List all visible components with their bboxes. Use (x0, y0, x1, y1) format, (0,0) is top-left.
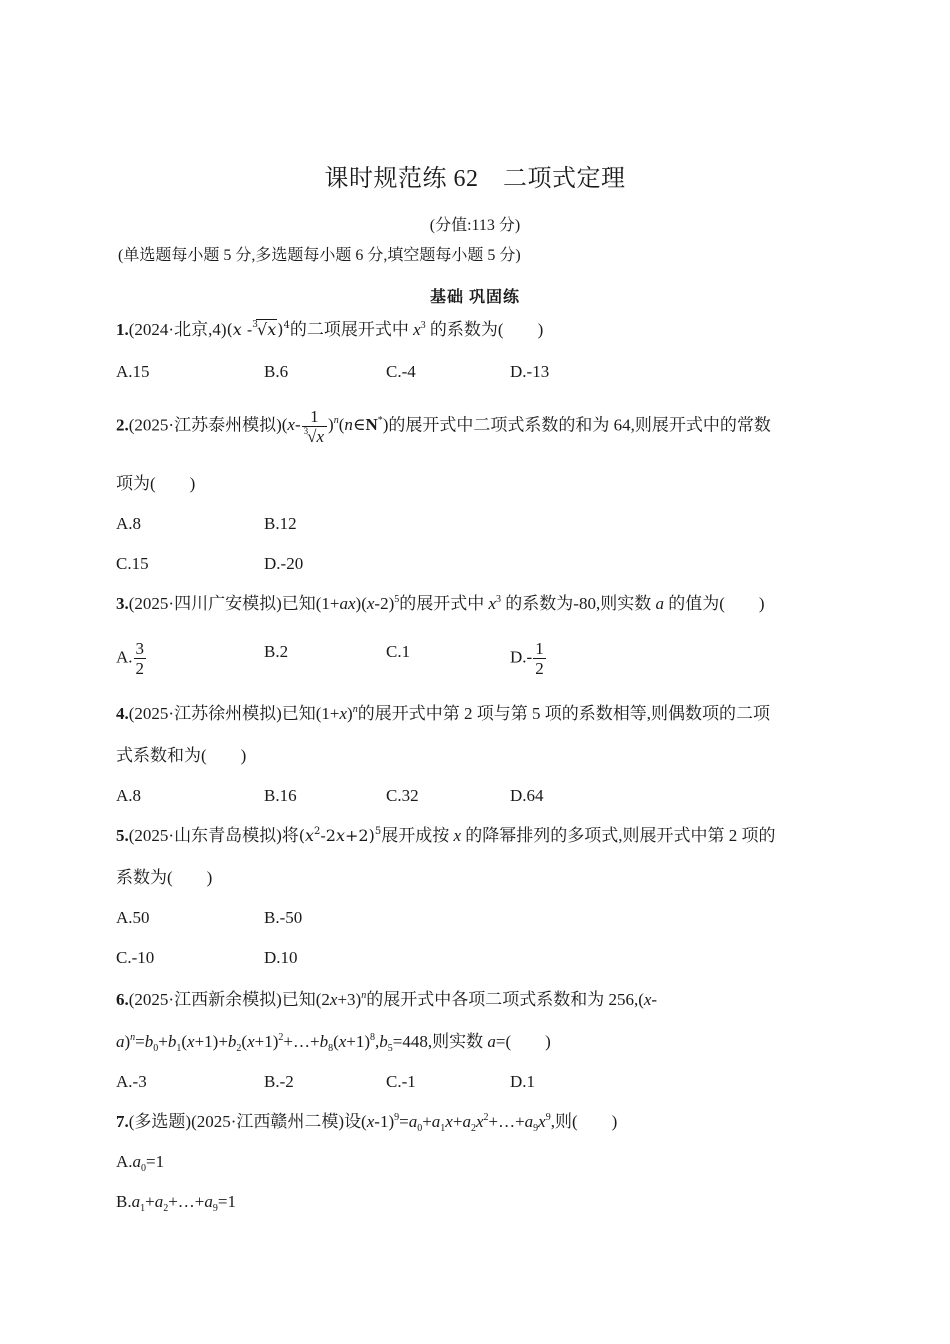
question-4: 4.(2025·江苏徐州模拟)已知$(1+x)^n$的展开式中第 2 项与第 5 项的系数相等,则偶数项的二项 (116, 704, 770, 723)
option-d[interactable]: D.64 (510, 786, 544, 805)
formula: (x- $\frac{1}{^3√x}$ )$^n$(n∈N*) (281, 407, 389, 446)
score-note: (分值:113 分) (429, 217, 521, 234)
question-source: (2025·山东青岛模拟) (128, 826, 282, 845)
question-source: (2025·江西赣州二模) (191, 1112, 345, 1131)
question-number: 5. (116, 826, 129, 845)
question-5-line-2: 系数为( ) (116, 868, 213, 887)
question-number: 6. (116, 990, 129, 1009)
question-number: 1. (116, 320, 129, 339)
option-a[interactable]: A.8 (116, 514, 142, 533)
formula: $(x^2-2x+2)^5$ (298, 826, 382, 845)
question-source: (2025·江西新余模拟) (128, 990, 282, 1009)
question-6: 6.(2025·江西新余模拟)已知$(2x+3)^n$的展开式中各项二项式系数和为 256,(x- (116, 990, 658, 1009)
question-source: (2024·北京,4) (128, 320, 227, 339)
question-source: (2025·江苏泰州模拟) (128, 415, 282, 435)
question-1: 1.(2024·北京,4)(x -$^3$√x)$^4$的二项展开式中 $x^3$ 的系数为( ) (116, 320, 544, 339)
option-d[interactable]: D.10 (264, 948, 298, 967)
option-b[interactable]: B.6 (264, 362, 289, 381)
question-2-line-2: 项为( ) (116, 474, 196, 493)
option-b[interactable]: B.2 (264, 642, 289, 661)
option-d[interactable]: D.-20 (264, 554, 304, 573)
option-b[interactable]: B.16 (264, 786, 297, 805)
formula: (x -$^3$√x)$^4$ (226, 320, 290, 339)
question-number: 4. (116, 704, 129, 723)
question-tag: (多选题) (128, 1112, 192, 1131)
option-d[interactable]: D.- $\frac{1}{2}$ (510, 639, 544, 678)
option-b[interactable]: B.-50 (264, 908, 303, 927)
question-source: (2025·四川广安模拟) (128, 594, 282, 613)
option-b[interactable]: B.-2 (264, 1072, 294, 1091)
option-a[interactable]: A. $\frac{3}{2}$ (116, 639, 145, 678)
option-a[interactable]: A.50 (116, 908, 150, 927)
question-5: 5.(2025·山东青岛模拟)将$(x^2-2x+2)^5$展开成按 x 的降幂排列的多项式,则展开式中第 2 项的 (116, 826, 776, 845)
fraction: $\frac{1}{2}$ (535, 639, 544, 678)
fraction: $\frac{3}{2}$ (135, 639, 145, 678)
option-a[interactable]: $A.a_0=1$ (116, 1152, 165, 1174)
option-c[interactable]: C.-4 (386, 362, 416, 381)
page-title: 课时规范练 62 二项式定理 (324, 166, 626, 192)
question-number: 2. (116, 415, 129, 435)
question-7: 7.(多选题)(2025·江西赣州二模)设$(x-1)^9=a_0+a_1x+a_2x^2+\dots+a_9x^9$,则( ) (116, 1112, 618, 1134)
question-6-line-2: $a)^n=b_0+b_1(x+1)+b_2(x+1)^2+\dots+b_8(x+1)^8,b_5=448$,则实数 a=( ) (116, 1032, 551, 1054)
section-heading: 基础 巩固练 (429, 289, 520, 306)
question-number: 7. (116, 1112, 129, 1131)
option-b[interactable]: B.12 (264, 514, 297, 533)
question-source: (2025·江苏徐州模拟) (128, 704, 282, 723)
question-number: 3. (116, 594, 129, 613)
option-d[interactable]: D.-13 (510, 362, 550, 381)
option-c[interactable]: C.-10 (116, 948, 155, 967)
option-a[interactable]: A.-3 (116, 1072, 147, 1091)
option-a[interactable]: A.15 (116, 362, 150, 381)
option-a[interactable]: A.8 (116, 786, 142, 805)
question-3: 3.(2025·四川广安模拟)已知$(1+ax)(x-2)^5$的展开式中 $x^3$ 的系数为-80,则实数 a 的值为( ) (116, 594, 765, 613)
question-2: 2.(2025·江苏泰州模拟)(x- $\frac{1}{^3√x}$ )$^n$(n∈N*)的展开式中二项式系数的和为 64,则展开式中的常数 (116, 407, 771, 446)
option-d[interactable]: D.1 (510, 1072, 536, 1091)
option-c[interactable]: C.15 (116, 554, 149, 573)
question-4-line-2: 式系数和为( ) (116, 746, 247, 765)
option-c[interactable]: C.32 (386, 786, 419, 805)
scoring-rules: (单选题每小题 5 分,多选题每小题 6 分,填空题每小题 5 分) (118, 247, 521, 264)
option-c[interactable]: C.1 (386, 642, 411, 661)
option-b[interactable]: $B.a_1+a_2+\dots+a_9=1$ (116, 1192, 236, 1214)
option-c[interactable]: C.-1 (386, 1072, 416, 1091)
